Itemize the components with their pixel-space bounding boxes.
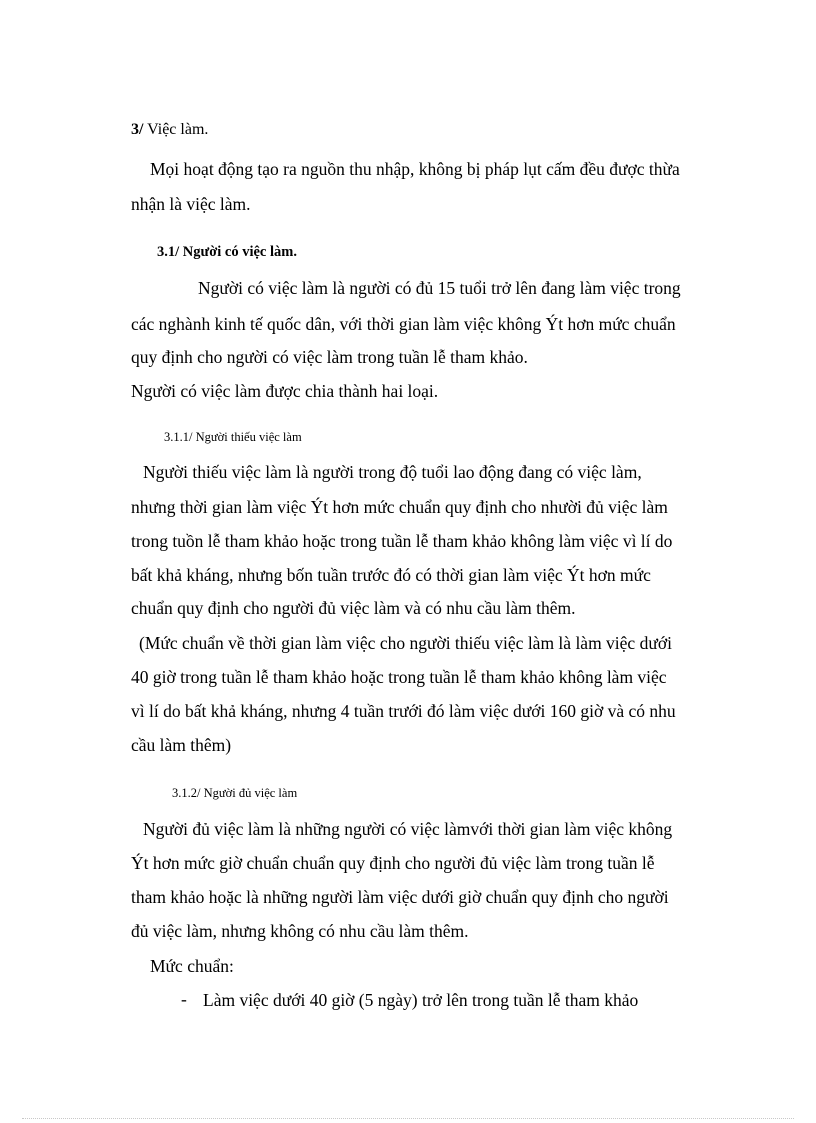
paragraph-3-1-1-line-7: 40 giờ trong tuần lễ tham khảo hoặc trong tuần lễ tham khảo không làm việc	[131, 667, 667, 687]
paragraph-3-1-2-line-3: tham khảo hoặc là những người làm việc dưới giờ chuẩn quy định cho người	[131, 887, 669, 907]
subsection-heading-3-1: 3.1/ Người có việc làm.	[157, 244, 297, 260]
paragraph-3-1-1-line-2: nhưng thời gian làm việc Ýt hơn mức chuẩn quy định cho nhười đủ việc làm	[131, 497, 668, 517]
bullet-item: Làm việc dưới 40 giờ (5 ngày) trở lên trong tuần lễ tham khảo	[203, 990, 639, 1010]
paragraph-3-1-2-line-2: Ýt hơn mức giờ chuẩn chuẩn quy định cho người đủ việc làm trong tuần lễ	[131, 853, 655, 873]
page-bottom-rule	[22, 1118, 794, 1119]
paragraph-3-1-1-line-1: Người thiếu việc làm là người trong độ tuổi lao động đang có việc làm,	[143, 462, 642, 482]
section-title: Việc làm.	[143, 121, 209, 138]
paragraph-3-1-1-line-3: trong tuồn lễ tham khảo hoặc trong tuần lễ tham khảo không làm việc vì lí do	[131, 531, 673, 551]
paragraph-3-1-line-2: các nghành kinh tế quốc dân, với thời gian làm việc không Ýt hơn mức chuẩn	[131, 314, 676, 334]
paragraph-3-1-1-line-8: vì lí do bất khả kháng, nhưng 4 tuần trưới đó làm việc dưới 160 giờ và có nhu	[131, 701, 676, 721]
paragraph-3-1-2-line-4: đủ việc làm, nhưng không có nhu cầu làm thêm.	[131, 921, 469, 941]
intro-line-2: nhận là việc làm.	[131, 194, 251, 214]
section-heading	[131, 121, 208, 139]
paragraph-3-1-line-1: Người có việc làm là người có đủ 15 tuổi trở lên đang làm việc trong	[198, 278, 681, 298]
paragraph-3-1-1-line-5: chuẩn quy định cho người đủ việc làm và có nhu cầu làm thêm.	[131, 598, 576, 618]
paragraph-3-1-2-line-1: Người đủ việc làm là những người có việc làmvới thời gian làm việc không	[143, 819, 673, 839]
paragraph-3-1-1-line-9: cầu làm thêm)	[131, 735, 232, 755]
paragraph-3-1-line-4: Người có việc làm được chia thành hai loại.	[131, 381, 439, 401]
paragraph-3-1-1-line-6: (Mức chuẩn về thời gian làm việc cho người thiếu việc làm là làm việc dưới	[139, 633, 672, 653]
paragraph-3-1-line-3: quy định cho người có việc làm trong tuần lễ tham khảo.	[131, 347, 528, 367]
bullet-dash: -	[181, 989, 187, 1009]
subsection-heading-3-1-2: 3.1.2/ Người đủ việc làm	[172, 786, 298, 800]
standard-label: Mức chuẩn:	[150, 956, 234, 976]
paragraph-3-1-1-line-4: bất khả kháng, nhưng bốn tuần trước đó có thời gian làm việc Ýt hơn mức	[131, 565, 651, 585]
intro-line-1: Mọi hoạt động tạo ra nguồn thu nhập, không bị pháp lụt cấm đều được thừa	[150, 159, 680, 179]
section-number: 3/	[131, 121, 144, 138]
subsection-heading-3-1-1: 3.1.1/ Người thiếu việc làm	[164, 430, 302, 444]
